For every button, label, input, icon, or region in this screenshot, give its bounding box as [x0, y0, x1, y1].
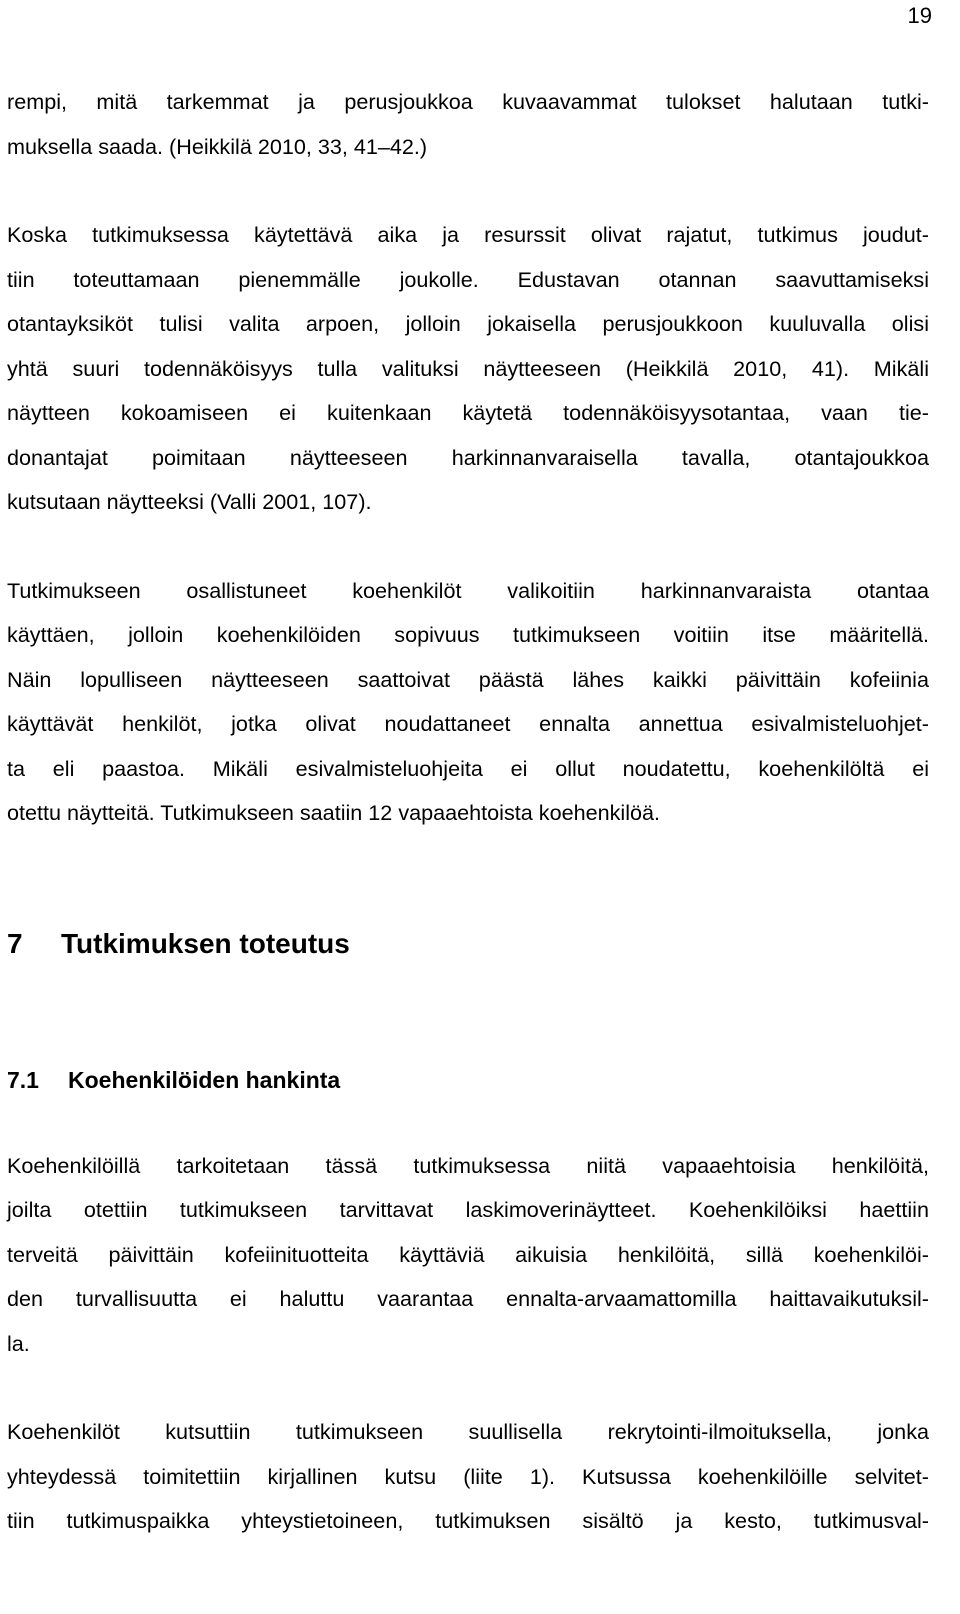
paragraph-2 — [7, 213, 929, 525]
section-heading — [7, 922, 929, 966]
text-line: näytteen kokoamiseen ei kuitenkaan käytetä todennäköisyysotantaa, vaan tie- — [7, 400, 929, 425]
text-line: otantayksiköt tulisi valita arpoen, jolloin jokaisella perusjoukkoon kuuluvalla olisi — [7, 311, 929, 336]
text-line: kutsutaan näytteeksi (Valli 2001, 107). — [7, 489, 372, 514]
text-line: joilta otettiin tutkimukseen tarvittavat laskimoverinäytteet. Koehenkilöiksi haettiin — [7, 1197, 929, 1222]
document-body — [7, 80, 929, 1544]
text-line: Tutkimukseen osallistuneet koehenkilöt valikoitiin harkinnanvaraista otantaa — [7, 577, 929, 603]
subsection-title: Koehenkilöiden hankinta — [68, 1066, 341, 1093]
text-line: tiin toteuttamaan pienemmälle joukolle. Edustavan otannan saavuttamiseksi — [7, 266, 929, 292]
text-line: donantajat poimitaan näytteeseen harkinnanvaraisella tavalla, otantajoukkoa — [7, 444, 929, 470]
text-line: Näin lopulliseen näytteeseen saattoivat päästä lähes kaikki päivittäin kofeiinia — [7, 666, 929, 692]
text-line: käyttävät henkilöt, jotka olivat noudattaneet ennalta annettua esivalmisteluohjet- — [7, 711, 929, 736]
text-line: tiin tutkimuspaikka yhteystietoineen, tutkimuksen sisältö ja kesto, tutkimusval- — [7, 1508, 929, 1533]
text-line: la. — [7, 1330, 30, 1356]
text-line: ta eli paastoa. Mikäli esivalmisteluohjeita ei ollut noudatettu, koehenkilöltä ei — [7, 755, 929, 781]
text-line: yhteydessä toimitettiin kirjallinen kutsu (liite 1). Kutsussa koehenkilöille selvitet- — [7, 1463, 929, 1489]
text-line: muksella saada. (Heikkilä 2010, 33, 41–42.) — [7, 133, 428, 159]
paragraph-3 — [7, 569, 929, 836]
subsection-heading — [7, 1058, 929, 1102]
paragraph-4 — [7, 1144, 929, 1367]
text-line: Koehenkilöillä tarkoitetaan tässä tutkimuksessa niitä vapaaehtoisia henkilöitä, — [7, 1152, 929, 1178]
page-number: 19 — [907, 3, 932, 28]
text-line: otettu näytteitä. Tutkimukseen saatiin 12 vapaaehtoista koehenkilöä. — [7, 800, 661, 825]
paragraph-1 — [7, 80, 929, 169]
text-line: Koehenkilöt kutsuttiin tutkimukseen suullisella rekrytointi-ilmoituksella, jonka — [7, 1419, 929, 1444]
text-line: rempi, mitä tarkemmat ja perusjoukkoa kuvaavammat tulokset halutaan tutki- — [7, 89, 929, 114]
section-title: Tutkimuksen toteutus — [61, 927, 350, 959]
text-line: yhtä suuri todennäköisyys tulla valituksi näytteeseen (Heikkilä 2010, 41). Mikäli — [7, 355, 929, 381]
text-line: Koska tutkimuksessa käytettävä aika ja resurssit olivat rajatut, tutkimus joudut- — [7, 222, 929, 247]
text-line: käyttäen, jolloin koehenkilöiden sopivuus tutkimukseen voitiin itse määritellä. — [7, 622, 929, 647]
paragraph-5 — [7, 1410, 929, 1544]
subsection-number: 7.1 — [7, 1066, 39, 1093]
text-line: den turvallisuutta ei haluttu vaarantaa ennalta-arvaamattomilla haittavaikutuksil- — [7, 1286, 929, 1311]
text-line: terveitä päivittäin kofeiinituotteita käyttäviä aikuisia henkilöitä, sillä koehenkilöi- — [7, 1241, 929, 1267]
section-number: 7 — [7, 927, 23, 959]
